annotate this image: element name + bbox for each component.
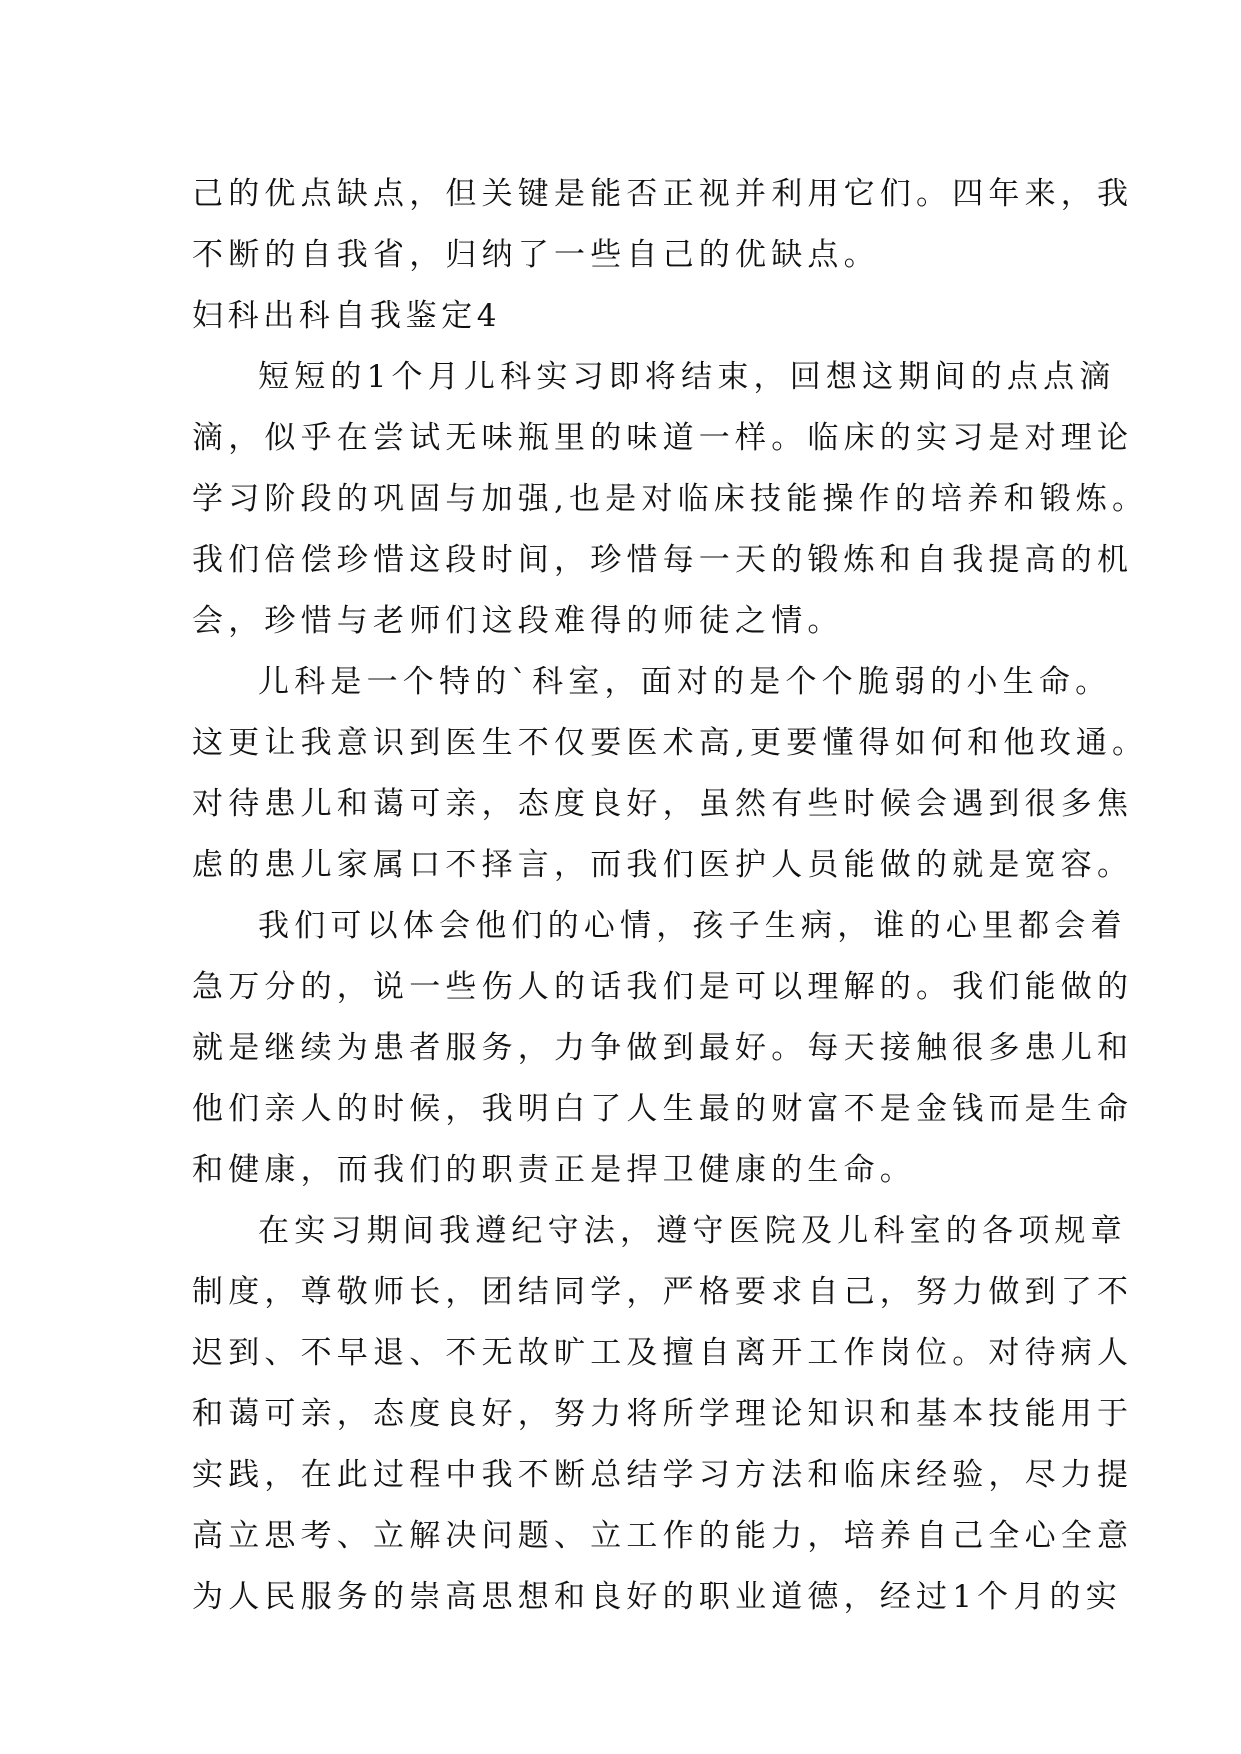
section-heading: 妇科出科自我鉴定4	[192, 298, 502, 334]
body-line: 对待患儿和蔼可亲，态度良好，虽然有些时候会遇到很多焦	[192, 786, 1134, 822]
body-line: 这更让我意识到医生不仅要医术高,更要懂得如何和他玫通。	[192, 725, 1149, 761]
body-line: 就是继续为患者服务，力争做到最好。每天接触很多患儿和	[192, 1030, 1134, 1066]
body-line: 学习阶段的巩固与加强,也是对临床技能操作的培养和锻炼。	[192, 481, 1149, 517]
body-line: 我们倍偿珍惜这段时间，珍惜每一天的锻炼和自我提高的机	[192, 542, 1134, 578]
body-line: 会，珍惜与老师们这段难得的师徒之情。	[192, 603, 844, 639]
body-line: 滴，似乎在尝试无味瓶里的味道一样。临床的实习是对理论	[192, 420, 1134, 456]
body-line: 迟到、不早退、不无故旷工及擅自离开工作岗位。对待病人	[192, 1335, 1134, 1371]
body-line: 不断的自我省，归纳了一些自己的优缺点。	[192, 237, 880, 273]
body-line: 实践，在此过程中我不断总结学习方法和临床经验，尽力提	[192, 1457, 1134, 1493]
body-line: 急万分的，说一些伤人的话我们是可以理解的。我们能做的	[192, 969, 1134, 1005]
body-line: 虑的患儿家属口不择言，而我们医护人员能做的就是宽容。	[192, 847, 1134, 883]
body-line: 高立思考、立解决问题、立工作的能力，培养自己全心全意	[192, 1518, 1134, 1554]
body-line: 为人民服务的崇高思想和良好的职业道德，经过1个月的实	[192, 1579, 1122, 1615]
body-line: 制度，尊敬师长，团结同学，严格要求自己，努力做到了不	[192, 1274, 1134, 1310]
body-line: 和健康，而我们的职责正是捍卫健康的生命。	[192, 1152, 916, 1188]
paragraph-first-line: 我们可以体会他们的心情，孩子生病，谁的心里都会着	[258, 908, 1127, 944]
paragraph-first-line: 短短的1个月儿科实习即将结束，回想这期间的点点滴	[258, 359, 1116, 395]
body-line: 和蔼可亲，态度良好，努力将所学理论知识和基本技能用于	[192, 1396, 1134, 1432]
document-body	[192, 164, 1149, 1628]
body-line: 己的优点缺点，但关键是能否正视并利用它们。四年来，我	[192, 176, 1134, 212]
paragraph-first-line: 儿科是一个特的`科室，面对的是个个脆弱的小生命。	[258, 664, 1112, 700]
paragraph-first-line: 在实习期间我遵纪守法，遵守医院及儿科室的各项规章	[258, 1213, 1127, 1249]
body-line: 他们亲人的时候，我明白了人生最的财富不是金钱而是生命	[192, 1091, 1134, 1127]
